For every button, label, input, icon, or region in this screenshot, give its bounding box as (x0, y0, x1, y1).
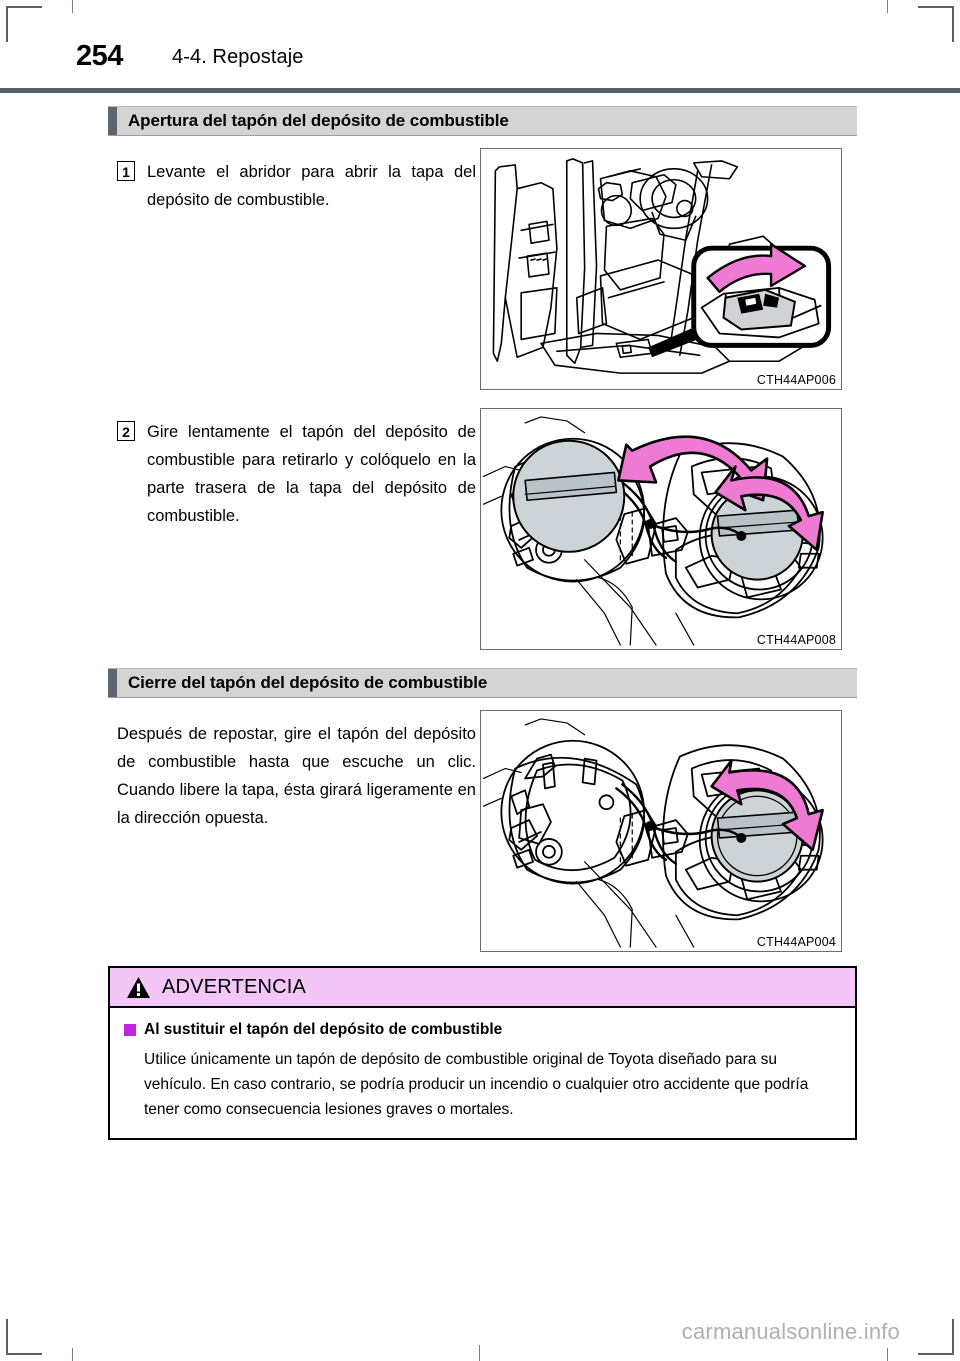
page-content (108, 106, 857, 1140)
crop-mark-bottom-left (6, 1319, 42, 1355)
warning-triangle-icon (126, 976, 151, 999)
step-row-close (108, 710, 857, 952)
figure-code-3: CTH44AP004 (756, 935, 836, 949)
registration-tick-bottom-left (72, 1348, 73, 1361)
crop-mark-bottom-right (918, 1319, 954, 1355)
figure-fuel-cap-closing (480, 710, 842, 952)
close-text-column (108, 710, 480, 832)
figure-fuel-cap-removal-drawing (481, 409, 841, 649)
figure-code-1: CTH44AP006 (756, 373, 836, 387)
step-1-text-column (108, 148, 480, 214)
page-number: 254 (76, 40, 123, 72)
warning-title: ADVERTENCIA (162, 975, 307, 998)
step-row-2 (108, 408, 857, 650)
step-2-text-column (108, 408, 480, 530)
section-heading-opening-label: Apertura del tapón del depósito de combustible (128, 111, 509, 130)
figure-fuel-lid-opener-drawing (481, 149, 841, 389)
footer-watermark: carmanualsonline.info (681, 1319, 900, 1344)
square-bullet-icon (124, 1024, 136, 1036)
warning-header (110, 968, 855, 1008)
figure-fuel-lid-opener (480, 148, 842, 390)
page-title: 4-4. Repostaje (172, 46, 304, 68)
warning-box (108, 966, 857, 1140)
figure-fuel-cap-closing-drawing (481, 711, 841, 951)
page-bleed-strip (0, 0, 960, 16)
warning-subtitle: Al sustituir el tapón del depósito de combustible (144, 1021, 503, 1038)
page-header (0, 40, 960, 92)
warning-body (110, 1008, 855, 1138)
step-1-number: 1 (117, 161, 135, 181)
section-heading-opening (108, 106, 857, 136)
header-divider (0, 88, 960, 93)
step-1-instruction: Levante el abridor para abrir la tapa del depósito de combustible. (147, 163, 476, 209)
figure-fuel-cap-removal (480, 408, 842, 650)
registration-tick-bottom-center (479, 1345, 480, 1361)
figure-code-2: CTH44AP008 (756, 633, 836, 647)
step-2-instruction: Gire lentamente el tapón del depósito de combustible para retirarlo y colóquelo en la parte trasera de la tapa del depósito de combustible. (147, 423, 476, 525)
step-row-1 (108, 148, 857, 390)
section-heading-closing-label: Cierre del tapón del depósito de combustible (128, 673, 488, 692)
warning-text: Utilice únicamente un tapón de depósito de combustible original de Toyota diseñado para su vehículo. En caso contrario, se podría producir un incendio o cualquier otro accidente que podría tener como consecuencia lesiones graves o mortales. (144, 1051, 809, 1118)
section-heading-closing (108, 668, 857, 698)
warning-subtitle-row (124, 1019, 841, 1041)
step-2-number: 2 (117, 421, 135, 441)
registration-tick-bottom-right (887, 1348, 888, 1361)
close-instruction: Después de repostar, gire el tapón del depósito de combustible hasta que escuche un clic. Cuando libere la tapa, ésta girará ligeramente en la dirección opuesta. (117, 725, 476, 827)
